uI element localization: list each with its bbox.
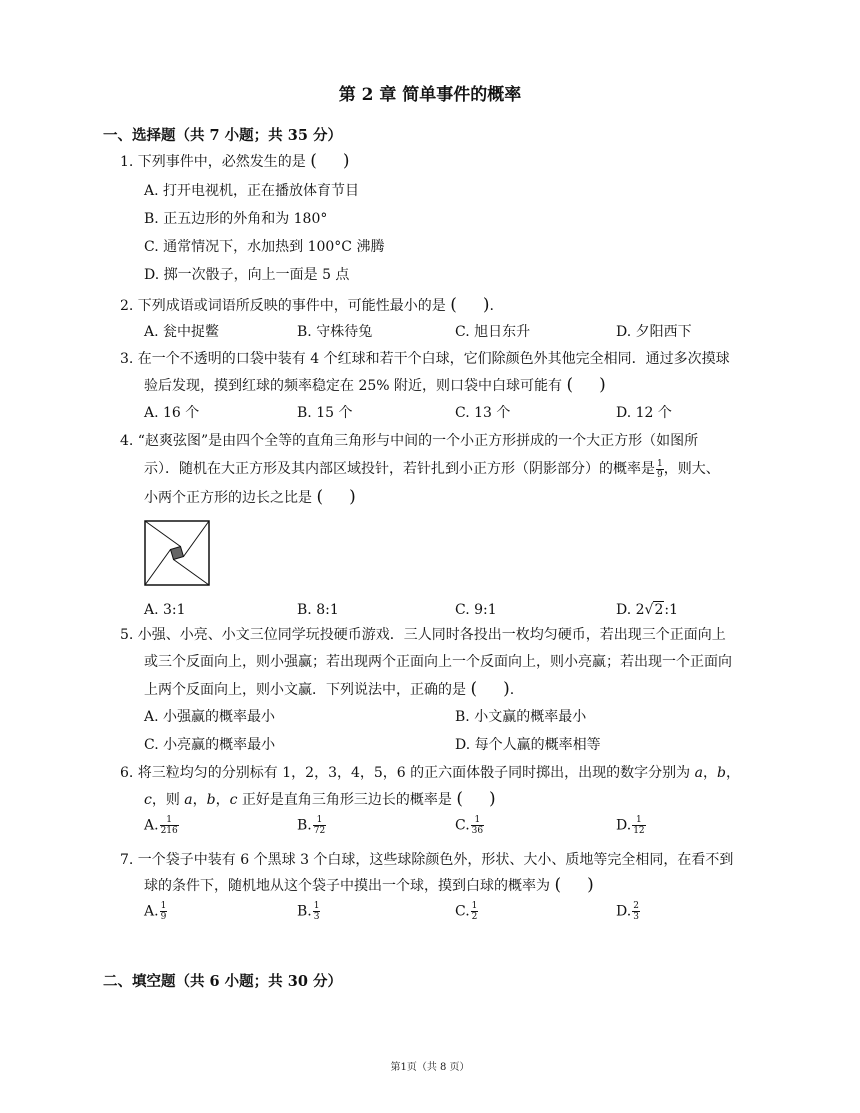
q4-option-a: A. 3:1 [144,602,186,618]
question-text: 上两个反面向上，则小文赢．下列说法中，正确的是 [144,682,466,698]
answer-blank: ( ) [554,875,594,895]
question-text: 1. 下列事件中，必然发生的是 [120,154,306,170]
zhao-shuang-diagram [144,520,210,586]
question-text: 小两个正方形的边长之比是 [144,490,312,506]
q2-option-a: A. 瓮中捉鳖 [144,324,220,340]
question-5-line-1: 5. 小强、小亮、小文三位同学玩投硬币游戏．三人同时各投出一枚均匀硬币，若出现三个正面向上 [120,627,726,643]
question-text: 验后发现，摸到红球的频率稳定在 25% 附近，则口袋中白球可能有 [144,378,563,394]
q5-option-a: A. 小强赢的概率最小 [144,709,276,725]
question-1-stem [120,148,350,176]
q6-option-a: A. $\frac{1}{216}$ [144,815,178,836]
answer-blank: ( ) [450,295,490,315]
q3-option-d: D. 12 个 [616,405,672,421]
question-2-stem: 2. 下列成语或词语所反映的事件中，可能性最小的是 ( ). [120,295,494,315]
q1-option-a: A. 打开电视机，正在播放体育节目 [144,183,360,199]
question-text: 2. 下列成语或词语所反映的事件中，可能性最小的是 [120,298,446,314]
q4-option-d: D. 2√2:1 [616,602,679,618]
q2-option-d: D. 夕阳西下 [616,324,692,340]
question-4-line-1: 4. “赵爽弦图”是由四个全等的直角三角形与中间的一个小正方形拼成的一个大正方形（如图所 [120,433,699,449]
q4-option-c: C. 9:1 [455,602,497,618]
question-5-line-2: 或三个反面向上，则小强赢；若出现两个正面向上一个反面向上，则小亮赢；若出现一个正面向 [144,654,732,670]
q5-option-d: D. 每个人赢的概率相等 [455,737,601,753]
q7-option-a: A. $\frac{1}{9}$ [144,901,167,922]
q3-option-a: A. 16 个 [144,405,200,421]
question-6-line-1: 6. 将三粒均匀的分别标有 1，2，3，4，5，6 的正六面体骰子同时掷出，出现的数字分别为 a，b， [120,765,740,781]
q3-option-b: B. 15 个 [297,405,353,421]
question-3-line-2 [144,372,606,400]
question-5-line-3: 上两个反面向上，则小文赢．下列说法中，正确的是 ( ). [144,679,515,699]
q5-option-b: B. 小文赢的概率最小 [455,709,587,725]
square-root: √2 [644,602,664,618]
page-footer: 第1页（共 8 页） [390,1062,470,1073]
q6-option-d: D. $\frac{1}{12}$ [616,815,645,836]
q7-option-d: D. $\frac{2}{3}$ [616,901,639,922]
q6-option-c: C. $\frac{1}{36}$ [455,815,484,836]
question-4-line-2: 示）．随机在大正方形及其内部区域投针，若针扎到小正方形（阴影部分）的概率是 $\frac{1}{9}$ ，则大、 [144,458,720,480]
section-heading-choice: 一、选择题（共 7 小题；共 35 分） [103,127,342,144]
q7-option-c: C. $\frac{1}{2}$ [455,901,478,922]
q5-option-c: C. 小亮赢的概率最小 [144,737,276,753]
question-6-line-2: c，则 a，b，c 正好是直角三角形三边长的概率是 ( ) [144,789,496,809]
fraction: $\frac{1}{9}$ [657,458,663,480]
question-7-line-1: 7. 一个袋子中装有 6 个黑球 3 个白球，这些球除颜色外，形状、大小、质地等完全相同，在看不到 [120,852,734,868]
answer-blank: ( ) [310,151,350,171]
q3-option-c: C. 13 个 [455,405,511,421]
answer-blank: ( ) [470,679,510,699]
question-text: 球的条件下，随机地从这个袋子中摸出一个球，摸到白球的概率为 [144,878,550,894]
question-4-line-3 [144,484,356,512]
q4-option-b: B. 8:1 [297,602,339,618]
q1-option-d: D. 掷一次骰子，向上一面是 5 点 [144,267,350,283]
q2-option-c: C. 旭日东升 [455,324,531,340]
section-heading-fill: 二、填空题（共 6 小题；共 30 分） [103,973,342,990]
question-3-line-1: 3. 在一个不透明的口袋中装有 4 个红球和若干个白球，它们除颜色外其他完全相同．通过多次摸球 [120,351,730,367]
q1-option-b: B. 正五边形的外角和为 180° [144,211,328,227]
q1-option-c: C. 通常情况下，水加热到 100°C 沸腾 [144,239,385,255]
page-title: 第 2 章 简单事件的概率 [338,85,522,105]
answer-blank: ( ) [566,375,606,395]
small-square-shaded [171,547,184,560]
q2-option-b: B. 守株待兔 [297,324,373,340]
q7-option-b: B. $\frac{1}{3}$ [297,901,320,922]
answer-blank: ( ) [316,487,356,507]
answer-blank: ( ) [456,789,496,809]
question-7-line-2 [144,872,594,900]
q6-option-b: B. $\frac{1}{72}$ [297,815,326,836]
